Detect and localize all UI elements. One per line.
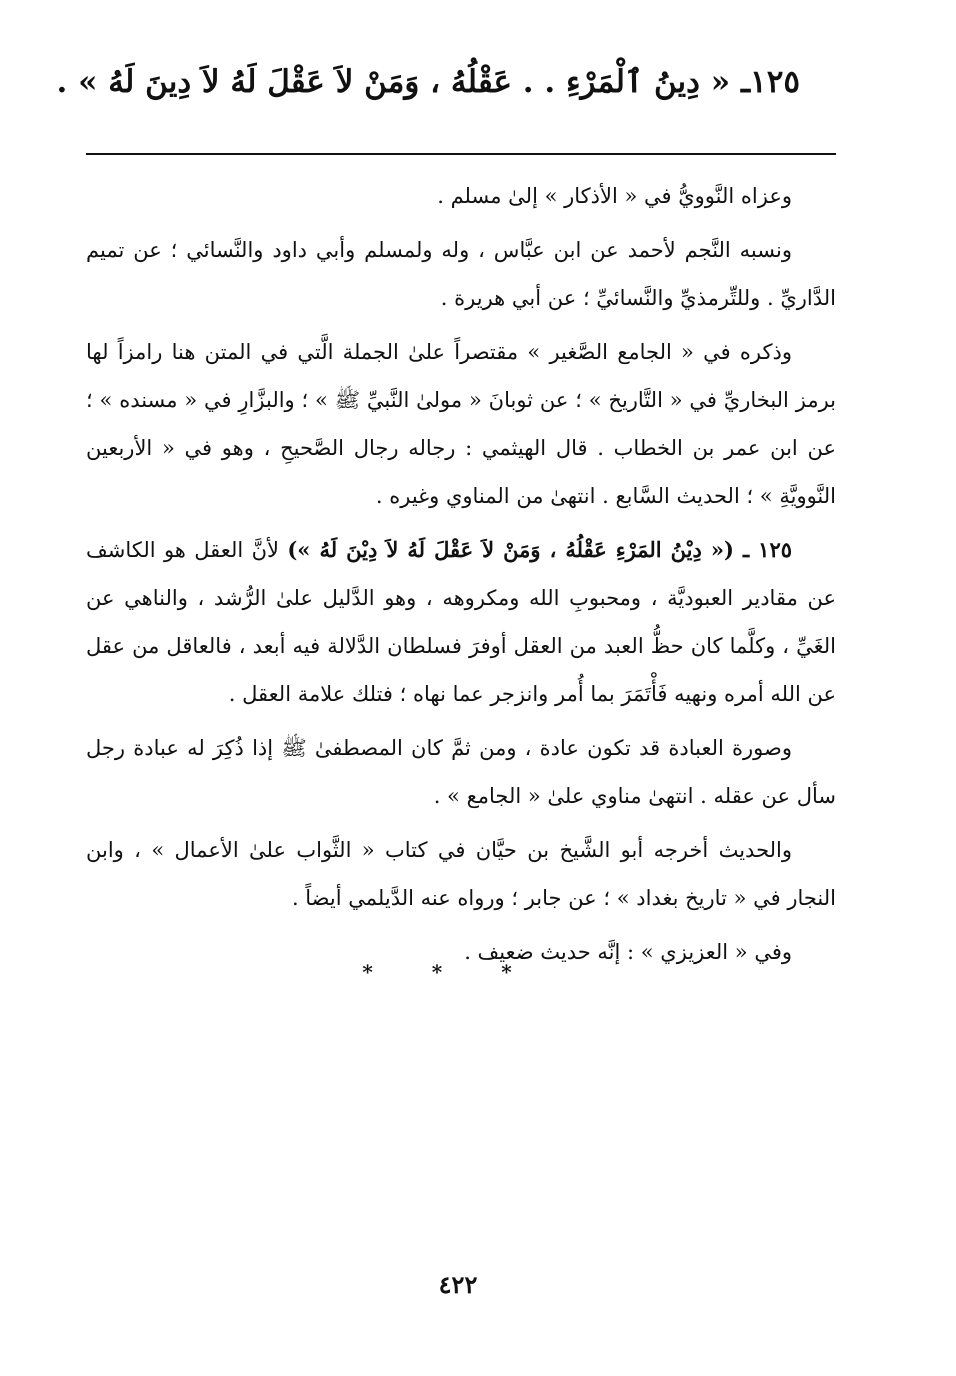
hadith-explanation-text: لأنَّ العقل هو الكاشف عن مقادير العبوديَّة ، ومحبوبِ الله ومكروهه ، وهو الدَّليل علىٰ الرُّشد ، والناهي عن الغَيِّ ، وكلَّما كان حظُّ العبد من العقل أوفرَ فسلطان الدَّلالة فيه أبعد ، فالعاقل من عقل عن الله أمره ونهيه فَأْتَمَرَ بما أُمر وانزجر عما نهاه ؛ فتلك علامة العقل .: [86, 538, 836, 706]
paragraph-attribution-nawawi: وعزاه النَّوويُّ في « الأذكار » إلىٰ مسلم .: [437, 184, 792, 208]
heading-divider: [86, 153, 836, 155]
paragraph-takhrij: والحديث أخرجه أبو الشَّيخ بن حيَّان في كتاب « الثَّواب علىٰ الأعمال » ، وابن النجار في « تاريخ بغداد » ؛ عن جابر ؛ ورواه عنه الدَّيلمي أيضاً .: [86, 838, 836, 910]
paragraph-worship-form: وصورة العبادة قد تكون عادة ، ومن ثمَّ كان المصطفىٰ ﷺ إذا ذُكِرَ له عبادة رجل سأل عن عقله . انتهىٰ مناوي علىٰ « الجامع » .: [86, 736, 836, 808]
section-separator: * * *: [362, 960, 538, 984]
commentary-body: [86, 172, 836, 982]
paragraph-jami-saghir: وذكره في « الجامع الصَّغير » مقتصراً علىٰ الجملة الَّتي في المتن هنا رامزاً لها برمز البخاريِّ في « التَّاريخ » ؛ عن ثوبانَ « مولىٰ النَّبيِّ ﷺ » ؛ والبزَّارِ في « مسنده » ؛ عن ابن عمر بن الخطاب . قال الهيثمي : رجاله رجال الصَّحيحِ ، وهو في « الأربعين النَّوويَّةِ » ؛ الحديث السَّابع . انتهىٰ من المناوي وغيره .: [86, 340, 836, 508]
paragraph-hadith-explanation: [86, 526, 836, 718]
hadith-heading: ١٢٥ـ « دِينُ ٱلْمَرْءِ . . عَقْلُهُ ، وَمَنْ لاَ عَقْلَ لَهُ لاَ دِينَ لَهُ » .: [56, 64, 800, 100]
page-number: ٤٢٢: [438, 1270, 478, 1299]
paragraph-attribution-najm: ونسبه النَّجم لأحمد عن ابن عبَّاس ، وله ولمسلم وأبي داود والنَّسائي ؛ عن تميم الدَّاريِّ . وللتِّرمذيِّ والنَّسائيِّ ؛ عن أبي هريرة .: [86, 238, 836, 310]
paragraph-aziziy: وفي « العزيزي » : إنَّه حديث ضعيف .: [464, 940, 792, 964]
hadith-restated: ١٢٥ ـ (« دِيْنُ المَرْءِ عَقْلُهُ ، وَمَنْ لاَ عَقْلَ لَهُ لاَ دِيْنَ لَهُ »): [287, 537, 793, 562]
